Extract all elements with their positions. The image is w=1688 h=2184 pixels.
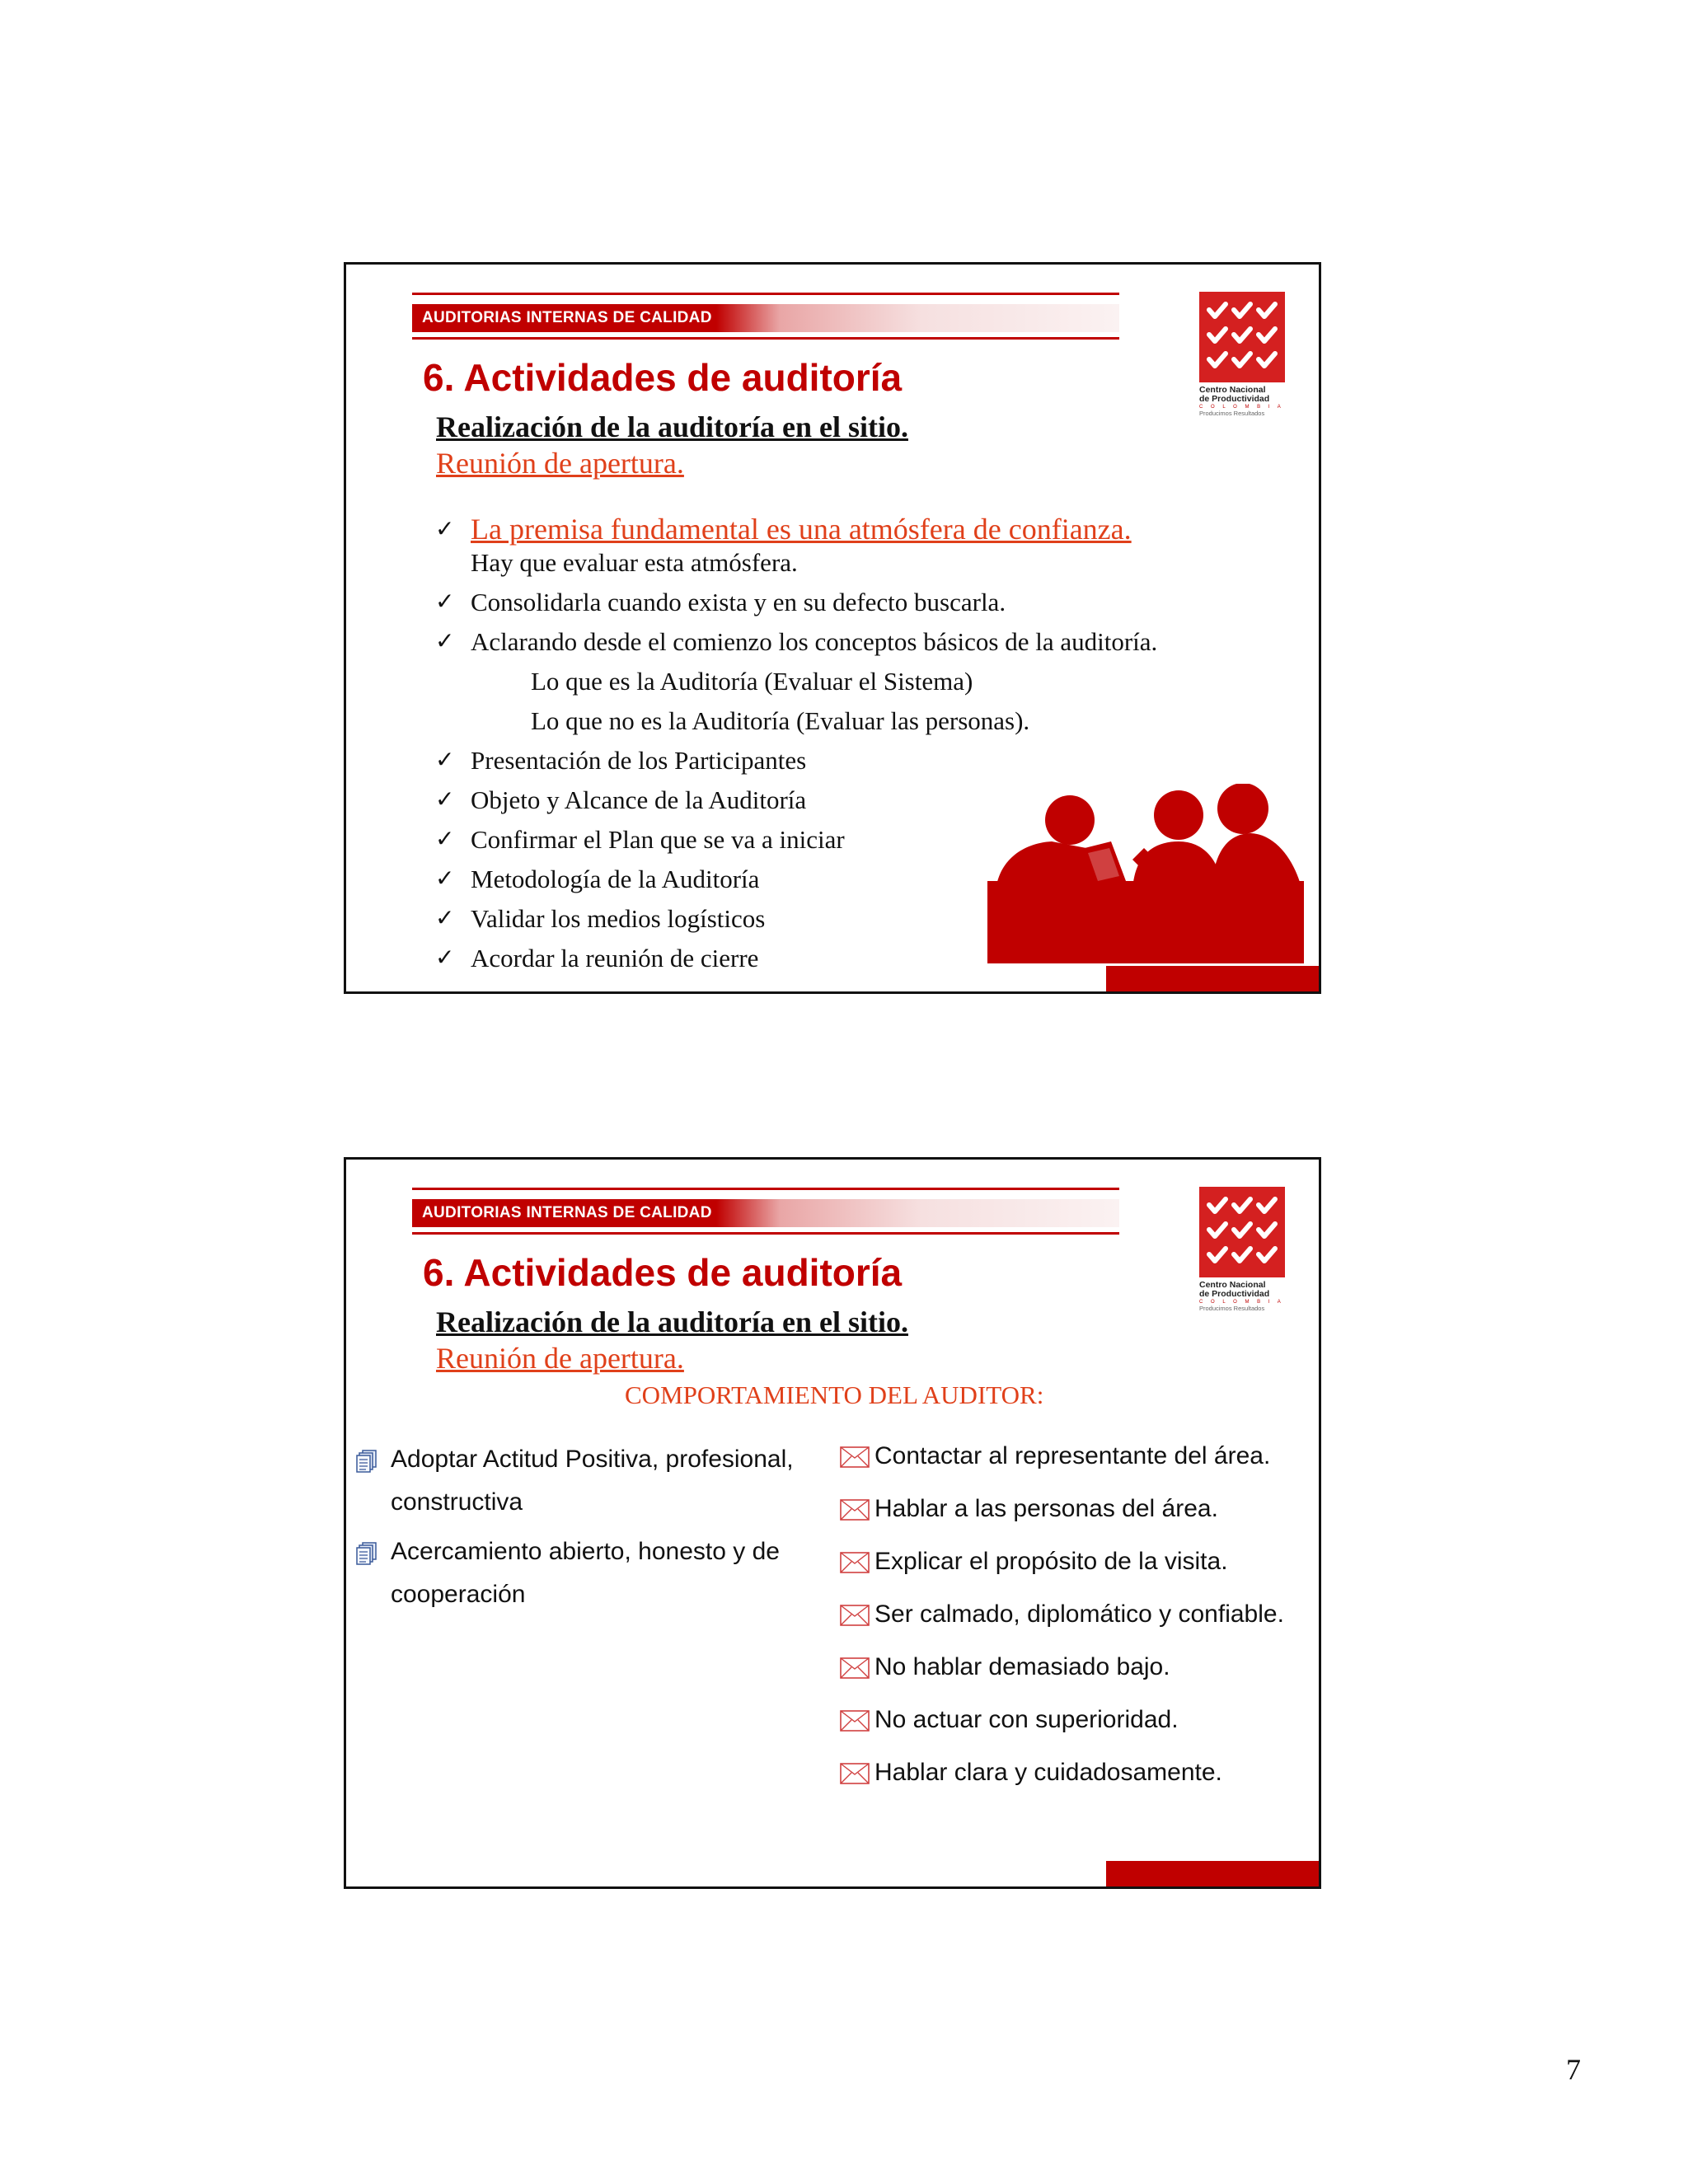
- meeting-people-silhouette: [987, 784, 1304, 963]
- list-item: Ser calmado, diplomático y confiable.: [838, 1598, 1284, 1651]
- header-rule-bottom: [412, 1232, 1119, 1235]
- header-rule-top: [412, 1188, 1119, 1190]
- logo-checkmarks-icon: [1199, 1187, 1285, 1277]
- checkmark-icon: ✓: [435, 944, 455, 971]
- checkmark-icon: ✓: [435, 865, 455, 892]
- envelope-icon: [840, 1446, 870, 1468]
- list-item: Hablar a las personas del área.: [838, 1493, 1284, 1545]
- slide-subtitle-secondary: Reunión de apertura.: [436, 1342, 684, 1375]
- right-bullet-list: [838, 1440, 1284, 1809]
- checkmark-icon: ✓: [435, 904, 455, 931]
- envelope-icon: [840, 1605, 870, 1626]
- slide-title: 6. Actividades de auditoría: [423, 1251, 903, 1294]
- logo-name: Centro Nacional de Productividad: [1199, 385, 1270, 404]
- header-rule-bottom: [412, 337, 1119, 340]
- slide-2: [344, 1157, 1321, 1889]
- checkmark-icon: ✓: [435, 588, 455, 615]
- page-number: 7: [1566, 2053, 1581, 2086]
- checkmark-icon: ✓: [435, 627, 455, 654]
- footer-bar: [1106, 1861, 1321, 1889]
- documents-icon: [356, 1542, 377, 1565]
- header-banner-text: AUDITORIAS INTERNAS DE CALIDAD: [422, 309, 712, 326]
- slide-subtitle: Realización de la auditoría en el sitio.: [436, 1305, 908, 1338]
- left-bullet-list: [353, 1438, 819, 1616]
- slide-title: 6. Actividades de auditoría: [423, 356, 903, 399]
- header-banner-text: AUDITORIAS INTERNAS DE CALIDAD: [422, 1204, 712, 1221]
- envelope-icon: [840, 1552, 870, 1573]
- checkmark-icon: ✓: [435, 746, 455, 773]
- header-rule-top: [412, 293, 1119, 295]
- documents-icon: [356, 1450, 377, 1473]
- envelope-icon: [840, 1499, 870, 1521]
- list-item: Hablar clara y cuidadosamente.: [838, 1756, 1284, 1809]
- logo-tagline: Producimos Resultados: [1199, 1305, 1265, 1312]
- logo: [1199, 1187, 1290, 1310]
- footer-bar: [1106, 966, 1321, 994]
- slide-subtitle-secondary: Reunión de apertura.: [436, 447, 684, 480]
- envelope-icon: [840, 1710, 870, 1732]
- logo-tagline: Producimos Resultados: [1199, 410, 1265, 417]
- logo-country: C O L O M B I A: [1199, 1300, 1284, 1305]
- envelope-icon: [840, 1657, 870, 1679]
- slide-1: AUDITORIAS INTERNAS DE CALIDAD Centro Nacional de Productividad C O L O M B I A Producimos Resultados 6. Actividades de auditoría Realización de la auditoría en el sitio. Reunión de apertura. ✓ La premisa fundamental es una atmósfera de confianza. Hay que evaluar esta atmósfera. ✓ Consolidarla cuando exista y en su defecto buscarla. ✓ Aclarando desde el comienzo los conceptos básicos de la auditoría. Lo que es la Auditoría (Evaluar el Sistema) Lo que no es la Auditoría (Evaluar las personas). ✓ Presentación de los Participantes ✓ Objeto y Alcance de la Auditoría ✓ Confirmar el Plan que se va a iniciar ✓ Metodología de la Auditoría ✓ Validar los medios logísticos ✓ Acordar la reunión de cierre: [344, 262, 1321, 994]
- section-title: COMPORTAMIENTO DEL AUDITOR:: [625, 1380, 1044, 1409]
- logo-checkmarks-icon: [1199, 292, 1285, 382]
- checkmark-icon: ✓: [435, 785, 455, 813]
- logo: [1199, 292, 1290, 415]
- list-item: Adoptar Actitud Positiva, profesional, constructiva: [353, 1438, 819, 1524]
- list-item: No hablar demasiado bajo.: [838, 1651, 1284, 1704]
- list-item: Acercamiento abierto, honesto y de cooperación: [353, 1530, 819, 1616]
- logo-name: Centro Nacional de Productividad: [1199, 1280, 1270, 1299]
- envelope-icon: [840, 1763, 870, 1784]
- logo-country: C O L O M B I A: [1199, 405, 1284, 410]
- list-item: Contactar al representante del área.: [838, 1440, 1284, 1493]
- slide-subtitle: Realización de la auditoría en el sitio.: [436, 410, 908, 443]
- list-item: Explicar el propósito de la visita.: [838, 1545, 1284, 1598]
- checkmark-icon: ✓: [435, 515, 455, 542]
- checkmark-icon: ✓: [435, 825, 455, 852]
- list-item: No actuar con superioridad.: [838, 1704, 1284, 1756]
